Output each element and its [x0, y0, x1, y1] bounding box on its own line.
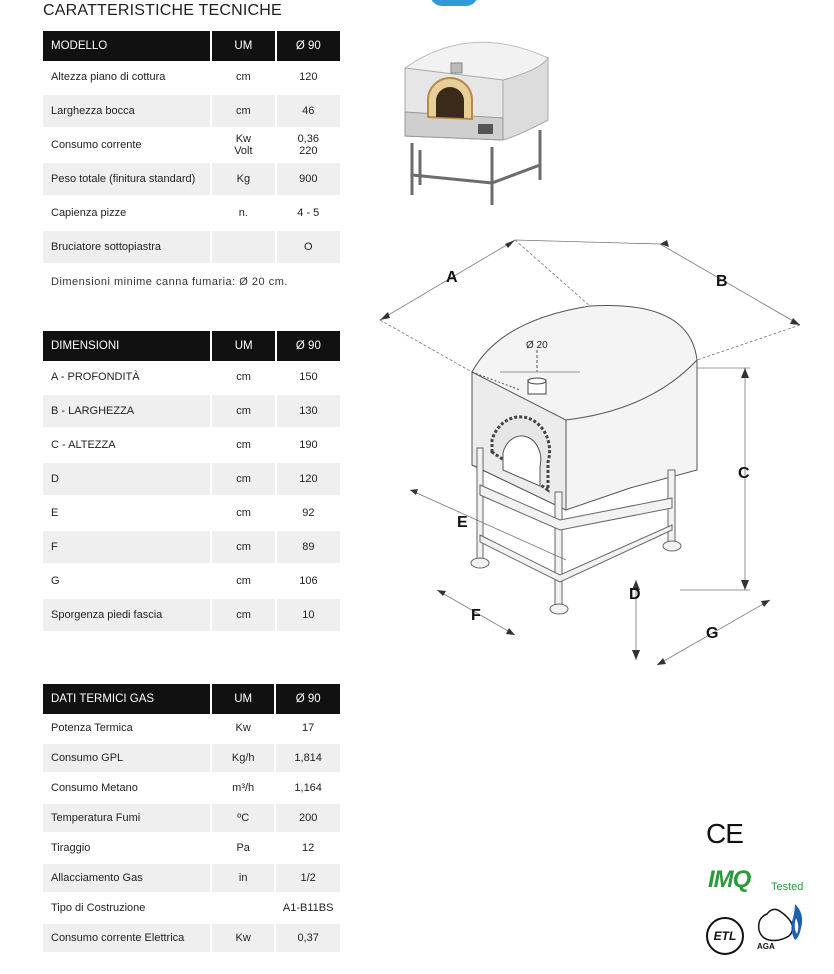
row-label: Temperatura Fumi — [43, 803, 211, 833]
row-unit: cm — [211, 394, 275, 428]
page-title: CARATTERISTICHE TECNICHE — [43, 2, 282, 19]
dim-label-b: B — [716, 273, 728, 290]
row-value: 900 — [276, 162, 340, 196]
imq-logo: IMQ — [708, 866, 751, 893]
row-value: 200 — [275, 803, 340, 833]
column-header: Ø 90 — [276, 31, 340, 61]
row-label: F — [43, 530, 211, 564]
column-header: Ø 90 — [276, 331, 340, 361]
row-unit: Kw — [211, 923, 275, 953]
dim-label-e: E — [457, 514, 468, 531]
row-value: 46 — [276, 94, 340, 128]
row-value: 4 - 5 — [276, 196, 340, 230]
row-label: A - PROFONDITÀ — [43, 361, 211, 394]
column-header: UM — [211, 684, 275, 714]
row-unit: cm — [211, 496, 275, 530]
row-value: 1,164 — [275, 773, 340, 803]
row-unit: m³/h — [211, 773, 275, 803]
row-label: Consumo corrente Elettrica — [43, 923, 211, 953]
aga-logo-label: AGA — [757, 942, 775, 951]
row-label: Bruciatore sottopiastra — [43, 230, 211, 264]
oven-technical-drawing — [380, 240, 800, 665]
row-label: Consumo corrente — [43, 128, 211, 162]
row-unit: Pa — [211, 833, 275, 863]
row-label: D — [43, 462, 211, 496]
row-value: 120 — [276, 61, 340, 94]
imq-tested-label: Tested — [771, 881, 804, 893]
row-unit: cm — [211, 564, 275, 598]
dim-label-g: G — [706, 625, 719, 642]
row-value: O — [276, 230, 340, 264]
row-label: Larghezza bocca — [43, 94, 211, 128]
row-value-line: 220 — [299, 145, 318, 157]
row-value: 0,37 — [275, 923, 340, 953]
column-header: UM — [211, 31, 275, 61]
flue-diameter-label: Ø 20 — [526, 340, 548, 351]
etl-listed-logo: ETL — [706, 917, 744, 955]
row-label: B - LARGHEZZA — [43, 394, 211, 428]
row-value: 106 — [276, 564, 340, 598]
row-unit: cm — [211, 61, 275, 94]
row-label: Tipo di Costruzione — [43, 893, 211, 923]
row-unit: cm — [211, 94, 275, 128]
row-value: 1/2 — [275, 863, 340, 893]
row-value: 10 — [276, 598, 340, 632]
row-unit-line: Volt — [234, 145, 253, 157]
dim-label-f: F — [471, 607, 481, 624]
row-value: 150 — [276, 361, 340, 394]
column-header: UM — [211, 331, 275, 361]
row-label: Peso totale (finitura standard) — [43, 162, 211, 196]
row-label: Consumo GPL — [43, 743, 211, 773]
row-value: 92 — [276, 496, 340, 530]
row-label: Capienza pizze — [43, 196, 211, 230]
row-unit: cm — [211, 428, 275, 462]
row-label: Tiraggio — [43, 833, 211, 863]
row-unit: cm — [211, 361, 275, 394]
row-value: 12 — [275, 833, 340, 863]
dim-label-d: D — [629, 586, 641, 603]
row-unit: cm — [211, 530, 275, 564]
row-value: 1,814 — [275, 743, 340, 773]
row-label: Potenza Termica — [43, 714, 211, 743]
row-unit: cm — [211, 598, 275, 632]
row-unit: Kg/h — [211, 743, 275, 773]
column-header: Ø 90 — [275, 684, 340, 714]
dim-label-a: A — [446, 269, 458, 286]
row-label: Allacciamento Gas — [43, 863, 211, 893]
row-value: 190 — [276, 428, 340, 462]
row-label: Consumo Metano — [43, 773, 211, 803]
row-label: C - ALTEZZA — [43, 428, 211, 462]
row-unit: n. — [211, 196, 275, 230]
dim-label-c: C — [738, 465, 750, 482]
row-unit: Kw — [211, 714, 275, 743]
row-value: 89 — [276, 530, 340, 564]
row-unit: ºC — [211, 803, 275, 833]
row-value: 120 — [276, 462, 340, 496]
row-value: 17 — [275, 714, 340, 743]
row-unit: Kg — [211, 162, 275, 196]
row-unit-line: Kw — [235, 133, 251, 145]
row-label: Altezza piano di cottura — [43, 61, 211, 94]
oven-render-3d — [405, 42, 548, 205]
row-label: E — [43, 496, 211, 530]
row-value: 130 — [276, 394, 340, 428]
ce-mark-logo: CE — [706, 818, 743, 849]
flue-note: Dimensioni minime canna fumaria: Ø 20 cm. — [51, 276, 288, 288]
row-value-line: 0,36 — [297, 133, 319, 145]
row-label: Sporgenza piedi fascia — [43, 598, 211, 632]
row-label: G — [43, 564, 211, 598]
column-header: DIMENSIONI — [43, 331, 211, 361]
row-value: A1-B11BS — [275, 893, 340, 923]
column-header: DATI TERMICI GAS — [43, 684, 211, 714]
row-unit: cm — [211, 462, 275, 496]
column-header: MODELLO — [43, 31, 211, 61]
row-unit: in — [211, 863, 275, 893]
